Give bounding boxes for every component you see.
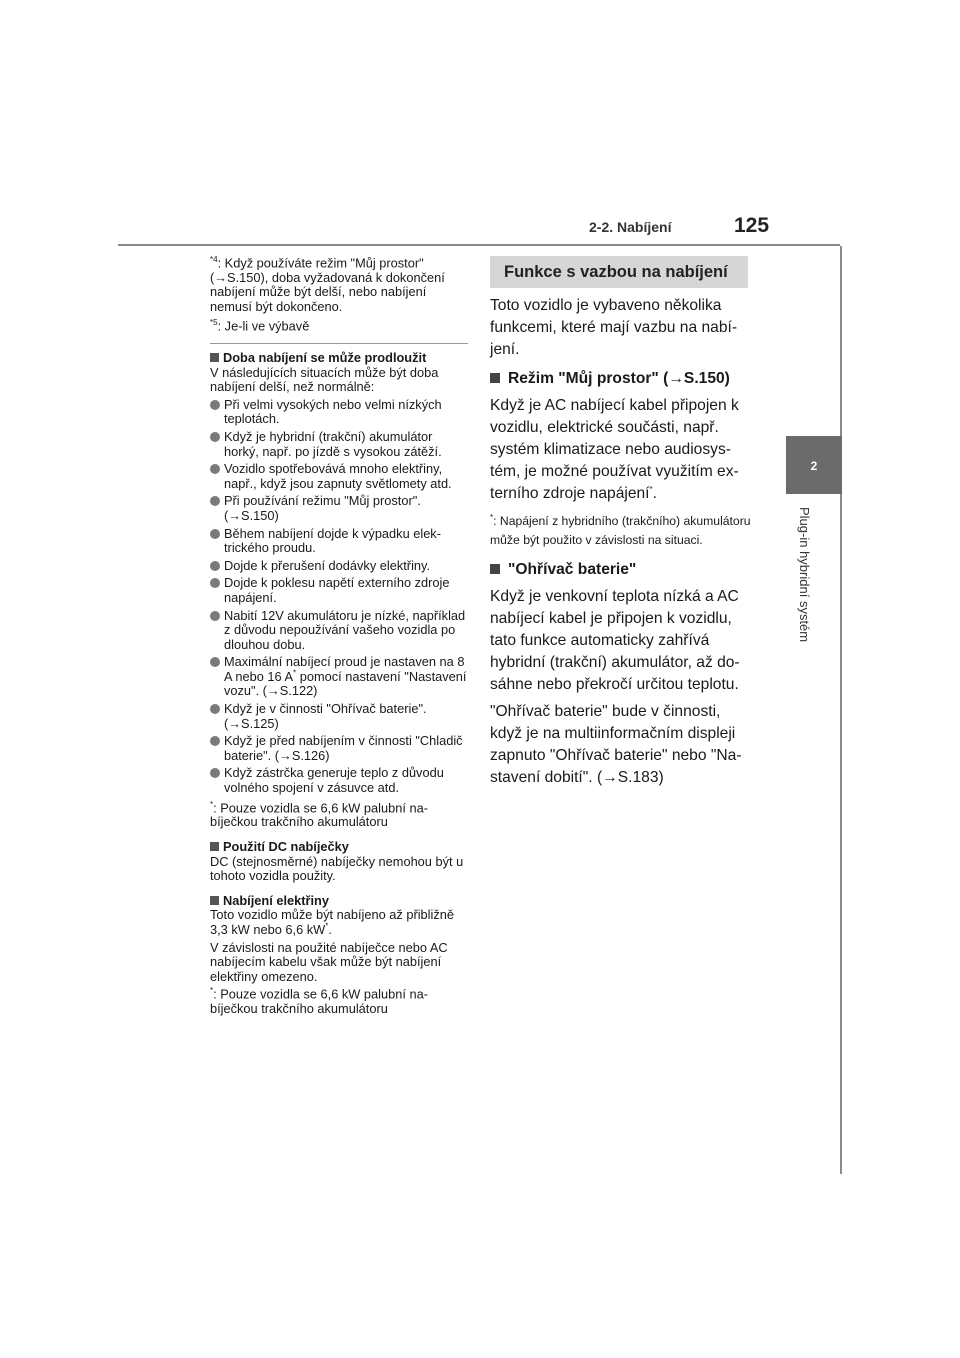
circle-bullet-icon — [210, 657, 220, 667]
list-item: Když je v činnosti "Ohřívač baterie". (→S.125) — [210, 702, 468, 731]
paragraph: "Ohřívač baterie" bude v činnosti, když je na multiinformačním displeji zapnuto "Ohřívač baterie" nebo "Nastavení dobití". (→S.183) — [490, 703, 742, 786]
list-item: Když je před nabíjením v činnosti "Chladič baterie". (→S.126) — [210, 734, 468, 763]
left-column — [210, 351, 468, 1017]
footnote-4 — [210, 253, 468, 315]
section-heading: Režim "Můj prostor" (→S.150) — [490, 369, 752, 389]
paragraph: Toto vozidlo je vybaveno několika funkcemi, které mají vazbu na nabíjení. — [490, 297, 738, 358]
circle-bullet-icon — [210, 400, 220, 410]
list-item: Dojde k přerušení dodávky elektřiny. — [210, 559, 468, 574]
box-title: Funkce s vazbou na nabíjení — [490, 256, 748, 288]
page-number: 125 — [734, 214, 770, 237]
section-heading: Doba nabíjení se může prodloužit — [210, 351, 468, 366]
circle-bullet-icon — [210, 768, 220, 778]
footnote-mark: *4 — [210, 255, 218, 264]
footnote: *: Pouze vozidla se 6,6 kW palubní nabíječkou trakčního akumulátoru — [210, 799, 428, 830]
chapter-title: Plug-in hybridní systém — [797, 507, 812, 643]
paragraph: Když je AC nabíjecí kabel připojen k vozidlu, elektrické součásti, např. systém klimatizace nebo audiosystém, je možné používat využitím externího zdroje napájení*. — [490, 397, 739, 502]
list-item: Když je hybridní (trakční) akumulátor horký, např. po jízdě s vysokou zátěží. — [210, 430, 468, 459]
footnotes-top — [210, 253, 468, 334]
square-bullet-icon — [210, 896, 219, 905]
list-item: Nabití 12V akumulátoru je nízké, například z důvodu nepoužívání vašeho vozidla po dlouhou dobu. — [210, 609, 468, 653]
paragraph: DC (stejnosměrné) nabíječky nemohou být u tohoto vozidla použity. — [210, 853, 464, 884]
circle-bullet-icon — [210, 496, 220, 506]
circle-bullet-icon — [210, 561, 220, 571]
circle-bullet-icon — [210, 464, 220, 474]
divider — [210, 343, 468, 344]
list-item: Při velmi vysokých nebo velmi nízkých teplotách. — [210, 398, 468, 427]
paragraph: V následujících situacích může být doba nabíjení delší, než normálně: — [210, 364, 439, 395]
section-heading: "Ohřívač baterie" — [490, 560, 752, 580]
chapter-tab — [786, 436, 842, 494]
list-item: Vozidlo spotřebovává mnoho elektřiny, např., když jsou zapnuty světlomety atd. — [210, 462, 468, 491]
square-bullet-icon — [490, 373, 500, 383]
footnote-5 — [210, 316, 468, 334]
footnote-text: : Když používáte režim "Můj prostor" (→S.150), doba vyžadovaná k dokončení nabíjení může být delší, nebo nabíjení nemusí být dokončeno. — [210, 255, 445, 315]
section-label: 2-2. Nabíjení — [589, 219, 672, 235]
chapter-number: 2 — [810, 459, 818, 473]
list-item: Když zástrčka generuje teplo z důvodu volného spojení v zásuvce atd. — [210, 766, 468, 795]
right-column — [490, 295, 752, 789]
footnote-mark: *5 — [210, 317, 218, 327]
footnote-text: : Je-li ve výbavě — [217, 317, 310, 333]
header-rule — [118, 244, 840, 246]
paragraph: Toto vozidlo může být nabíjeno až přibližně 3,3 kW nebo 6,6 kW*. — [210, 907, 454, 938]
circle-bullet-icon — [210, 578, 220, 588]
list-item: Při používání režimu "Můj prostor". (→S.150) — [210, 494, 468, 523]
paragraph: Když je venkovní teplota nízká a AC nabíjecí kabel je připojen k vozidlu, tato funkce automaticky zahřívá hybridní (trakční) akumulátor, až dosáhne nebo překročí určitou teplotu. — [490, 588, 740, 693]
circle-bullet-icon — [210, 611, 220, 621]
list-item: Během nabíjení dojde k výpadku elektrického proudu. — [210, 527, 468, 556]
list-item: Maximální nabíjecí proud je nastaven na 8 A nebo 16 A* pomocí nastavení "Nastavení vozu". (→S.122) — [210, 655, 468, 699]
paragraph: V závislosti na použité nabíječce nebo AC nabíjecím kabelu však může být nabíjení elektřiny omezeno. — [210, 939, 448, 984]
footnote: *: Pouze vozidla se 6,6 kW palubní nabíječkou trakčního akumulátoru — [210, 986, 428, 1017]
circle-bullet-icon — [210, 736, 220, 746]
list-item: Dojde k poklesu napětí externího zdroje napájení. — [210, 576, 468, 605]
section-heading: Nabíjení elektřiny — [210, 894, 468, 909]
circle-bullet-icon — [210, 432, 220, 442]
footnote: *: Napájení z hybridního (trakčního) akumulátoru může být použito v závislosti na situaci. — [490, 513, 751, 548]
square-bullet-icon — [490, 564, 500, 574]
side-rule — [840, 246, 842, 1174]
square-bullet-icon — [210, 353, 219, 362]
section-heading: Použití DC nabíječky — [210, 840, 468, 855]
circle-bullet-icon — [210, 704, 220, 714]
square-bullet-icon — [210, 842, 219, 851]
circle-bullet-icon — [210, 529, 220, 539]
